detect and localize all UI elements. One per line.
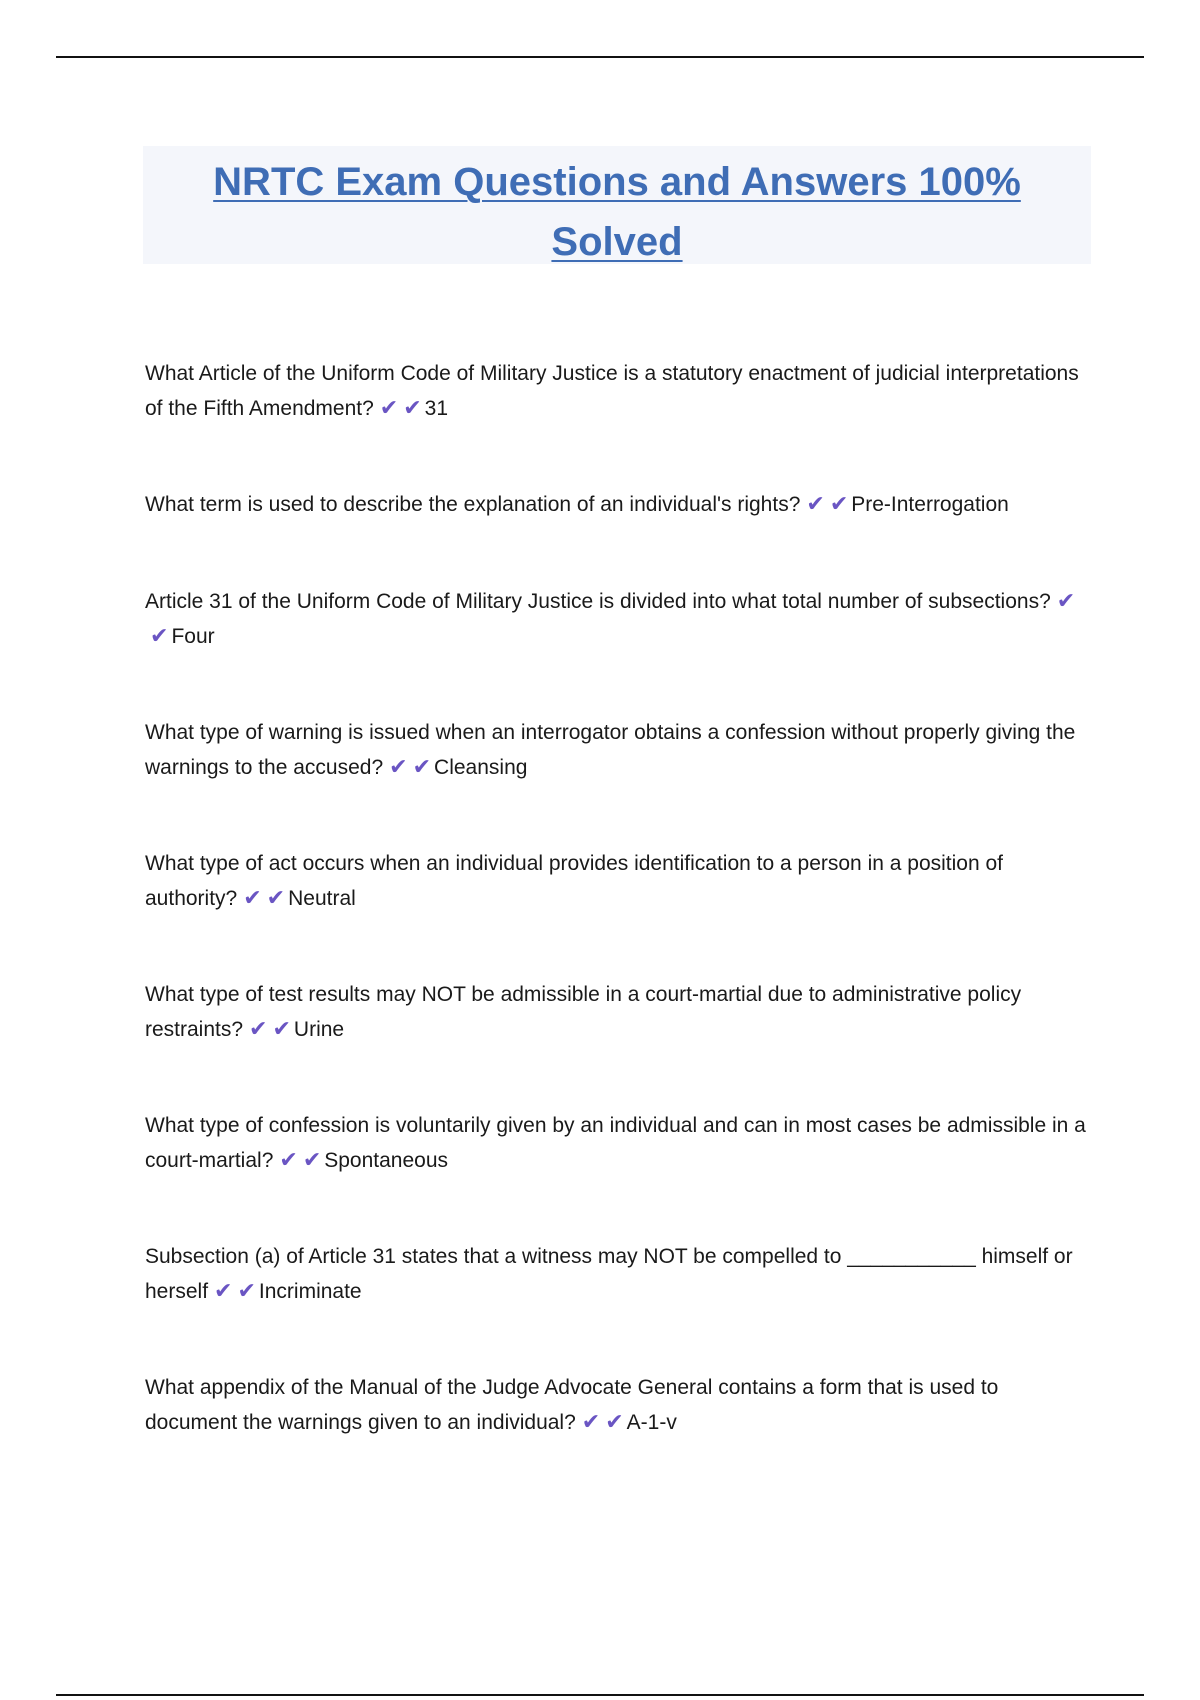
checkmark-icon: ✔ [605, 1410, 624, 1435]
question-text: What type of warning is issued when an interrogator obtains a confession without properly giving the warnings to the accused? [145, 721, 1076, 779]
checkmark-icon: ✔ [266, 886, 286, 911]
question-text: Subsection (a) of Article 31 states that a witness may NOT be compelled to ___________ himself or herself [145, 1245, 1073, 1303]
answer-text: 31 [424, 397, 449, 420]
answer-text: Four [171, 625, 215, 648]
answer-text: Spontaneous [324, 1149, 449, 1172]
answer-text: Incriminate [258, 1280, 362, 1303]
checkmark-icon: ✔ [302, 1148, 322, 1173]
qa-item [145, 1370, 1095, 1501]
answer-text: Pre-Interrogation [851, 493, 1009, 516]
checkmark-icon: ✔ [249, 1017, 268, 1042]
checkmark-icon: ✔ [389, 755, 408, 780]
checkmark-icon: ✔ [1056, 589, 1076, 614]
qa-item [145, 715, 1095, 846]
checkmark-icon: ✔ [272, 1017, 291, 1042]
checkmark-icon: ✔ [379, 396, 399, 421]
question-text: What type of test results may NOT be admissible in a court-martial due to administrative policy restraints? [145, 983, 1022, 1041]
answer-text: Neutral [288, 887, 356, 910]
question-text: What type of act occurs when an individual provides identification to a person in a position of authority? [145, 852, 1003, 910]
checkmark-icon: ✔ [214, 1279, 233, 1304]
qa-item [145, 487, 1095, 584]
qa-item [145, 356, 1095, 487]
qa-item [145, 1108, 1095, 1239]
checkmark-icon: ✔ [581, 1410, 601, 1435]
checkmark-icon: ✔ [279, 1148, 298, 1173]
checkmark-icon: ✔ [150, 624, 169, 649]
checkmark-icon: ✔ [412, 755, 432, 780]
checkmark-icon: ✔ [829, 492, 849, 517]
title-banner [143, 146, 1091, 264]
checkmark-icon: ✔ [806, 492, 825, 517]
bottom-rule [56, 1694, 1144, 1696]
checkmark-icon: ✔ [403, 396, 422, 421]
question-text: What term is used to describe the explanation of an individual's rights? [145, 493, 801, 516]
question-text: Article 31 of the Uniform Code of Military Justice is divided into what total number of subsections? [145, 590, 1051, 613]
document-title: NRTC Exam Questions and Answers 100% Solved [213, 160, 1021, 264]
qa-item [145, 584, 1095, 715]
qa-item [145, 977, 1095, 1108]
qa-list [145, 356, 1095, 1501]
checkmark-icon: ✔ [243, 886, 262, 911]
top-rule [56, 56, 1144, 58]
answer-text: A-1-v [626, 1411, 677, 1434]
answer-text: Cleansing [434, 756, 528, 779]
question-text: What type of confession is voluntarily given by an individual and can in most cases be admissible in a court-martial? [145, 1114, 1086, 1172]
question-text: What appendix of the Manual of the Judge Advocate General contains a form that is used to document the warnings given to an individual? [145, 1376, 999, 1434]
answer-text: Urine [293, 1018, 345, 1041]
checkmark-icon: ✔ [237, 1279, 256, 1304]
qa-item [145, 1239, 1095, 1370]
question-text: What Article of the Uniform Code of Military Justice is a statutory enactment of judicial interpretations of the Fifth Amendment? [145, 362, 1079, 420]
qa-item [145, 846, 1095, 977]
